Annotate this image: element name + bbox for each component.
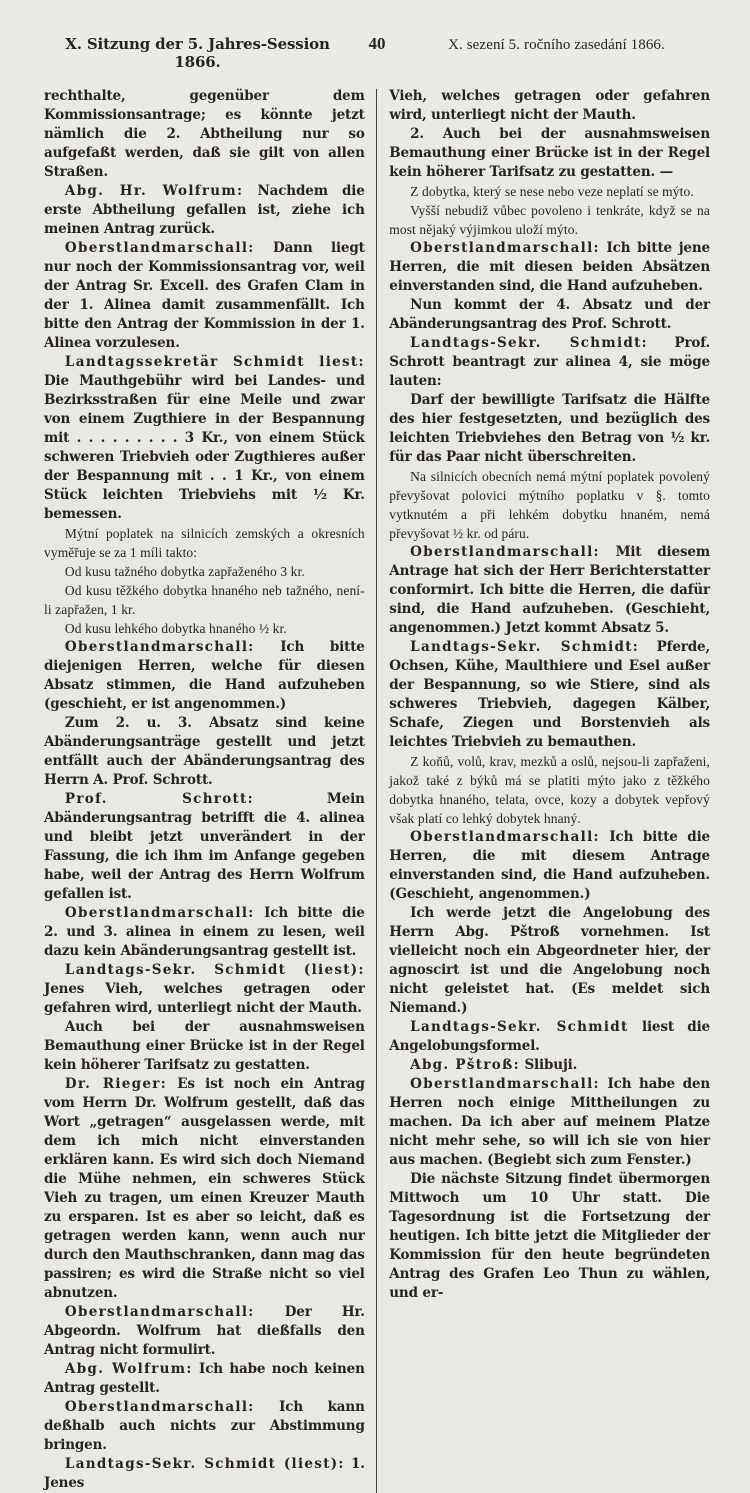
speaker-name: Oberstlandmarschall: <box>64 639 255 655</box>
paragraph-text: Ich bitte jene Herren, die mit diesen beiden Absätzen einverstanden sind, die Hand aufzuheben. <box>389 240 710 294</box>
paragraph-text: Mýtní poplatek na silnicích zemských a okresních vyměřuje se za 1 míli takto: <box>44 526 365 560</box>
paragraph-text: Od kusu těžkého dobytka hnaného neb tažného, není-li zapřažen, 1 kr. <box>44 583 365 617</box>
paragraph <box>389 1056 710 1075</box>
paragraph <box>44 353 365 524</box>
header-title-czech: X. sezení 5. ročního zasedání 1866. <box>448 37 665 53</box>
speaker-name: Oberstlandmarschall: <box>64 1399 255 1415</box>
speaker-name: Landtags-Sekr. Schmidt: <box>410 639 640 655</box>
paragraph-text: Die nächste Sitzung findet übermorgen Mittwoch um 10 Uhr statt. Die Tagesordnung ist die Fortsetzung der heutigen. Ich bitte jetzt die Mitglieder der Kommission für den heute begründeten Antrag des Grafen Leo Thun zu wählen, und er- <box>389 1171 710 1301</box>
paragraph-text: Es ist noch ein Antrag vom Herrn Dr. Wolfrum gestellt, daß das Wort „getragen“ ausgelassen werde, mit dem ich mich nicht einverstanden erklären kann. Es wird sich doch Niemand die Mühe nehmen, ein schweres Stück Vieh zu tragen, um einen Kreuzer Mauth zu ersparen. Ist es aber so leicht, daß es getragen werden kann, wenn auch nur durch den Mauthschranken, dann mag das passiren; es wird die Straße nicht so viel abnutzen. <box>44 1076 365 1301</box>
paragraph <box>389 828 710 904</box>
paragraph-text: Ich werde jetzt die Angelobung des Herrn Abg. Pštroß vornehmen. Ist vielleicht noch ein Abgeordneter hier, der agnoscirt ist und die Angelobung noch nicht geleistet hat. (Es meldet sich Niemand.) <box>389 905 710 1016</box>
paragraph <box>44 1075 365 1303</box>
paragraph <box>389 467 710 543</box>
speaker-name: Abg. Pštroß: <box>410 1057 520 1073</box>
paragraph <box>44 562 365 581</box>
paragraph <box>389 296 710 334</box>
paragraph <box>389 1018 710 1056</box>
paragraph <box>44 1018 365 1075</box>
speaker-name: Landtags-Sekr. Schmidt: <box>410 335 648 351</box>
paragraph-text: Die Mauthgebühr wird bei Landes- und Bezirksstraßen für eine Meile und zwar von einem Zugthiere in der Bespannung mit . . . . . . . . . 3 Kr., von einem Stück schweren Triebvieh oder Zugthieres außer der Bespannung mit . . 1 Kr., von einem Stück leichten Triebviehs mit ½ Kr. bemessen. <box>44 373 365 522</box>
paragraph <box>44 87 365 182</box>
paragraph <box>389 1075 710 1170</box>
paragraph-text: Mein Abänderungsantrag betrifft die 4. alinea und bleibt jetzt unverändert in der Fassung, die ich ihm im Anfange gegeben habe, weil der Antrag des Herrn Wolfrum gefallen ist. <box>44 791 365 902</box>
speaker-name: Oberstlandmarschall: <box>410 240 600 256</box>
paragraph-text: liest die Angelobungsformel. <box>389 1019 710 1054</box>
paragraph-text: 1. Jenes <box>44 1456 365 1491</box>
paragraph-text: Ich kann deßhalb auch nichts zur Abstimmung bringen. <box>44 1399 365 1453</box>
paragraph <box>44 1303 365 1360</box>
paragraph-text: Nun kommt der 4. Absatz und der Abänderungsantrag des Prof. Schrott. <box>389 297 710 332</box>
speaker-name: Landtagssekretär Schmidt liest: <box>64 354 365 370</box>
two-column-body <box>44 87 710 1493</box>
speaker-name: Oberstlandmarschall: <box>410 544 600 560</box>
paragraph-text: Dann liegt nur noch der Kommissionsantrag vor, weil der Antrag Sr. Excell. des Grafen Clam in der 1. Alinea damit zusammenfällt. Ich bitte den Antrag der Kommission in der 1. Alinea vorzulesen. <box>44 240 365 351</box>
paragraph-text: Pferde, Ochsen, Kühe, Maulthiere und Esel außer der Bespannung, so wie Stiere, sind als schweres Triebvieh, dagegen Kälber, Schafe, Ziegen und Borstenvieh als leichtes Triebvieh zu bemauthen. <box>389 639 710 750</box>
paragraph <box>44 239 365 353</box>
paragraph-text: Auch bei der ausnahmsweisen Bemauthung einer Brücke ist in der Regel kein höherer Tarifsatz zu gestatten. <box>44 1019 365 1073</box>
paragraph <box>389 1170 710 1303</box>
paragraph-text: Z koňů, volů, krav, mezků a oslů, nejsou-li zapřaženi, jakož také z býků má se platiti mýto jako z těžkého dobytka hnaného, telata, ovce, kozy a dobytek vepřový však platí co lehký dobytek hnaný. <box>389 754 710 826</box>
paragraph <box>44 524 365 562</box>
paragraph-text: Nachdem die erste Abtheilung gefallen ist, ziehe ich meinen Antrag zurück. <box>44 183 365 237</box>
paragraph-text: Darf der bewilligte Tarifsatz die Hälfte des hier festgesetzten, und bezüglich des leichten Triebviehes den Betrag von ½ kr. für das Paar nicht überschreiten. <box>389 392 710 465</box>
paragraph <box>389 334 710 391</box>
speaker-name: Abg. Wolfrum: <box>64 1361 193 1377</box>
speaker-name: Oberstlandmarschall: <box>64 905 255 921</box>
speaker-name: Oberstlandmarschall: <box>64 240 255 256</box>
paragraph <box>44 790 365 904</box>
speaker-name: Landtags-Sekr. Schmidt <box>410 1019 629 1035</box>
paragraph <box>389 543 710 638</box>
paragraph-text: Ich bitte diejenigen Herren, welche für diesen Absatz stimmen, die Hand aufzuheben (geschieht, er ist angenommen.) <box>44 639 365 712</box>
speaker-name: Landtags-Sekr. Schmidt (liest): <box>64 962 365 978</box>
speaker-name: Abg. Hr. Wolfrum: <box>64 183 244 199</box>
paragraph-text: Ich habe den Herren noch einige Mittheilungen zu machen. Da ich aber auf meinem Platze nicht mehr sehe, so will ich sie von hier aus machen. (Begiebt sich zum Fenster.) <box>389 1076 710 1168</box>
paragraph <box>389 182 710 201</box>
paragraph <box>44 714 365 790</box>
paragraph <box>389 239 710 296</box>
paragraph <box>44 904 365 961</box>
paragraph <box>389 201 710 239</box>
paragraph <box>389 752 710 828</box>
paragraph <box>389 638 710 752</box>
paragraph-text: Vieh, welches getragen oder gefahren wird, unterliegt nicht der Mauth. <box>389 88 710 123</box>
right-column <box>377 87 710 1493</box>
paragraph-text: Prof. Schrott beantragt zur alinea 4, sie möge lauten: <box>389 335 710 389</box>
paragraph-text: Vyšší nebudiž vůbec povoleno i tenkráte, když se na most nějaký výjimkou uloží mýto. <box>389 203 710 237</box>
paragraph <box>44 1360 365 1398</box>
paragraph-text: Ich bitte die 2. und 3. alinea in einem zu lesen, weil dazu kein Abänderungsantrag gestellt ist. <box>44 905 365 959</box>
speaker-name: Dr. Rieger: <box>64 1076 167 1092</box>
speaker-name: Oberstlandmarschall: <box>64 1304 255 1320</box>
paragraph <box>389 87 710 125</box>
paragraph-text: Mit diesem Antrage hat sich der Herr Berichterstatter conformirt. Ich bitte die Herren, die dafür sind, die Hand aufzuheben. (Geschieht, angenommen.) Jetzt kommt Absatz 5. <box>389 544 710 636</box>
paragraph-text: Z dobytka, který se nese nebo veze neplatí se mýto. <box>410 184 694 199</box>
paragraph <box>44 638 365 714</box>
paragraph-text: Ich habe noch keinen Antrag gestellt. <box>44 1361 365 1396</box>
speaker-name: Oberstlandmarschall: <box>410 1076 600 1092</box>
paragraph-text: rechthalte, gegenüber dem Kommissionsantrage; es könnte jetzt nämlich die 2. Abtheilung nur so aufgefaßt werden, daß sie gilt von allen Straßen. <box>44 88 365 180</box>
paragraph-text: Der Hr. Abgeordn. Wolfrum hat dießfalls den Antrag nicht formulirt. <box>44 1304 365 1358</box>
paragraph-text: Od kusu lehkého dobytka hnaného ½ kr. <box>64 621 287 636</box>
paragraph-text: Na silnicích obecních nemá mýtní poplatek povolený převyšovat polovici mýtního poplatku v §. tomto vytknutém a při lehkém dobytku hnaném, nemá převyšovat ½ kr. od páru. <box>389 469 710 541</box>
header-title-german: X. Sitzung der 5. Jahres-Session 1866. <box>65 35 330 71</box>
paragraph <box>44 1455 365 1493</box>
paragraph-text: Zum 2. u. 3. Absatz sind keine Abänderungsanträge gestellt und jetzt entfällt auch der Abänderungsantrag des Herrn A. Prof. Schrott. <box>44 715 365 788</box>
speaker-name: Prof. Schrott: <box>64 791 254 807</box>
paragraph <box>44 961 365 1018</box>
paragraph-text: Od kusu tažného dobytka zapřaženého 3 kr. <box>64 564 305 579</box>
paragraph <box>389 125 710 182</box>
paragraph <box>44 1398 365 1455</box>
paragraph <box>44 581 365 619</box>
paragraph <box>44 182 365 239</box>
paragraph <box>389 391 710 467</box>
paragraph <box>44 619 365 638</box>
speaker-name: Landtags-Sekr. Schmidt (liest): <box>64 1456 345 1472</box>
page-header <box>50 34 704 71</box>
paragraph <box>389 904 710 1018</box>
paragraph-text: 2. Auch bei der ausnahmsweisen Bemauthung einer Brücke ist in der Regel kein höherer Tarifsatz zu gestatten. — <box>389 126 710 180</box>
left-column <box>44 87 376 1493</box>
paragraph-text: Ich bitte die Herren, die mit diesem Antrage einverstanden sind, die Hand aufzuheben. (Geschieht, angenommen.) <box>389 829 710 902</box>
paragraph-text: Jenes Vieh, welches getragen oder gefahren wird, unterliegt nicht der Mauth. <box>44 981 365 1016</box>
page-number: 40 <box>368 34 386 53</box>
paragraph-text: Slibuji. <box>524 1057 578 1073</box>
speaker-name: Oberstlandmarschall: <box>410 829 600 845</box>
